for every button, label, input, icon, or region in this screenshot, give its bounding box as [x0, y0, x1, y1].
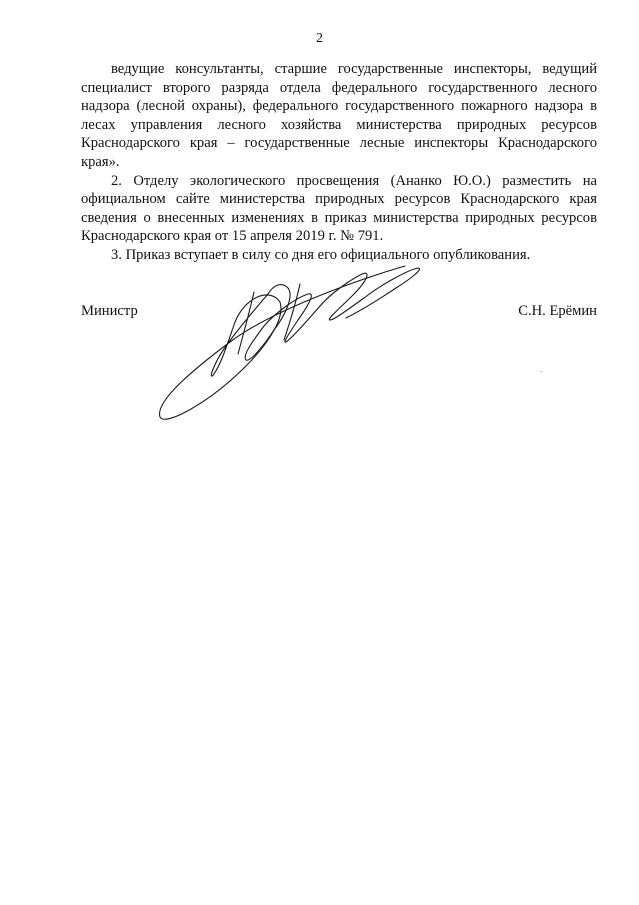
paragraph-continuation: ведущие консультанты, старшие государственные инспекторы, ведущий специалист второго разряда отдела федерального государственного лесного надзора (лесной охраны), федерального государственного пожарного надзора в лесах управления лесного хозяйства министерства природных ресурсов Краснодарского края – государственные лесные инспекторы Краснодарского края».	[81, 61, 597, 170]
handwritten-signature	[150, 262, 425, 424]
paragraph-item-3: 3. Приказ вступает в силу со дня его официального опубликования.	[111, 246, 531, 263]
paragraph-item-2: 2. Отделу экологического просвещения (Ананко Ю.О.) разместить на официальном сайте министерства природных ресурсов Краснодарского края сведения о внесенных изменениях в приказ министерства природных ресурсов Краснодарского края от 15 апреля 2019 г. № 791.	[81, 172, 597, 245]
position-title: Министр	[81, 303, 138, 319]
page-number: 2	[316, 31, 323, 46]
scan-artifact	[540, 371, 542, 372]
document-body	[81, 60, 597, 265]
signer-name: С.Н. Ерёмин	[518, 303, 597, 319]
